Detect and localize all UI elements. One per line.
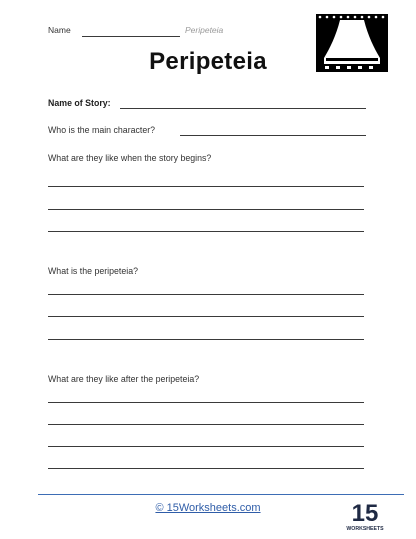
main-character-line[interactable] (180, 135, 366, 136)
answer-line[interactable] (48, 468, 364, 469)
logo-number: 15 (351, 500, 379, 527)
worksheet-topic: Peripeteia (185, 25, 224, 35)
footer-divider (38, 494, 404, 495)
answer-line[interactable] (48, 231, 364, 232)
copyright-link[interactable]: © 15Worksheets.com (155, 502, 261, 514)
main-character-question: Who is the main character? (48, 125, 156, 135)
answer-line[interactable] (48, 339, 364, 340)
name-line[interactable] (82, 36, 180, 37)
answer-line[interactable] (48, 402, 364, 403)
story-begins-question: What are they like when the story begins? (48, 153, 212, 163)
answer-line[interactable] (48, 294, 364, 295)
answer-line[interactable] (48, 209, 364, 210)
answer-line[interactable] (48, 424, 364, 425)
peripeteia-question: What is the peripeteia? (48, 266, 138, 276)
name-label: Name (48, 25, 71, 35)
answer-line[interactable] (48, 316, 364, 317)
page-title: Peripeteia (149, 48, 267, 75)
story-name-line[interactable] (120, 108, 366, 109)
story-name-label: Name of Story: (48, 98, 111, 108)
answer-line[interactable] (48, 186, 364, 187)
answer-line[interactable] (48, 446, 364, 447)
worksheets-logo-icon (346, 497, 384, 535)
logo-word: WORKSHEETS (346, 526, 384, 532)
after-peripeteia-question: What are they like after the peripeteia? (48, 374, 200, 384)
